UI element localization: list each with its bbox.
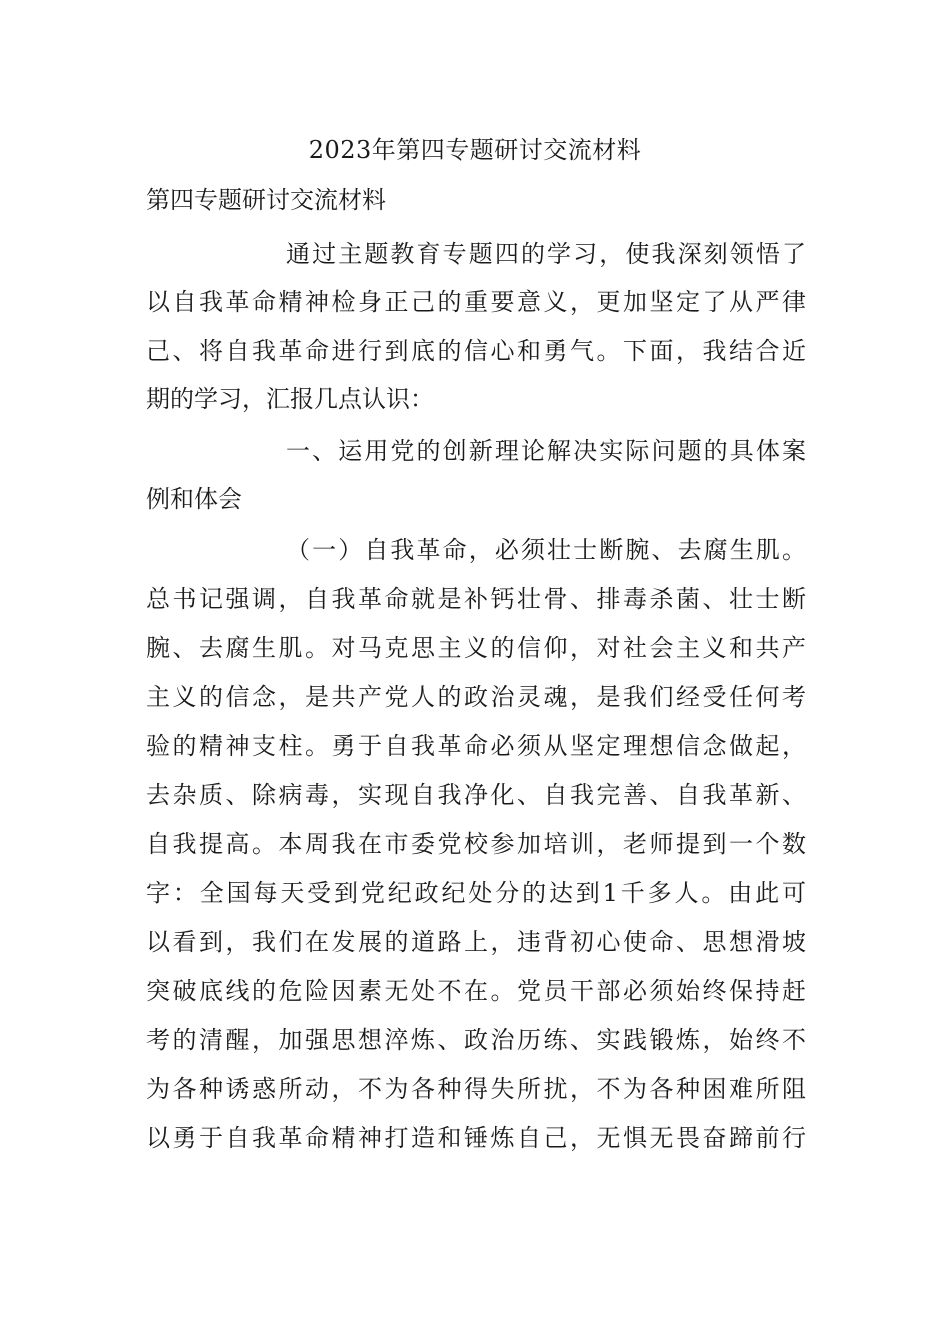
paragraph-line: 自我提高。本周我在市委党校参加培训，老师提到一个数	[146, 830, 806, 858]
paragraph-line: 以勇于自我革命精神打造和锤炼自己，无惧无畏奋蹄前行	[146, 1124, 806, 1152]
paragraph-line: 以看到，我们在发展的道路上，违背初心使命、思想滑坡	[146, 928, 806, 956]
document-subtitle: 第四专题研讨交流材料	[146, 186, 386, 214]
subsection-heading-line: （一）自我革命，必须壮士断腕、去腐生肌。	[286, 536, 806, 564]
document-title: 2023年第四专题研讨交流材料	[308, 136, 642, 164]
paragraph-line: 为各种诱惑所动，不为各种得失所扰，不为各种困难所阻	[146, 1075, 806, 1103]
paragraph-line: 通过主题教育专题四的学习，使我深刻领悟了	[286, 240, 806, 268]
paragraph-line: 去杂质、除病毒，实现自我净化、自我完善、自我革新、	[146, 781, 806, 809]
paragraph-line: 考的清醒，加强思想淬炼、政治历练、实践锻炼，始终不	[146, 1026, 806, 1054]
paragraph-line: 主义的信念，是共产党人的政治灵魂，是我们经受任何考	[146, 683, 806, 711]
paragraph-line: 验的精神支柱。勇于自我革命必须从坚定理想信念做起，	[146, 732, 806, 760]
paragraph-line: 字：全国每天受到党纪政纪处分的达到1千多人。由此可	[146, 879, 806, 907]
section-heading-line: 例和体会	[146, 485, 242, 513]
paragraph-line: 以自我革命精神检身正己的重要意义，更加坚定了从严律	[146, 288, 806, 316]
paragraph-line: 期的学习，汇报几点认识：	[146, 385, 434, 413]
section-heading-line: 一、运用党的创新理论解决实际问题的具体案	[286, 437, 806, 465]
paragraph-line: 总书记强调，自我革命就是补钙壮骨、排毒杀菌、壮士断	[146, 585, 806, 613]
paragraph-line: 己、将自我革命进行到底的信心和勇气。下面，我结合近	[146, 337, 806, 365]
paragraph-line: 腕、去腐生肌。对马克思主义的信仰，对社会主义和共产	[146, 634, 806, 662]
paragraph-line: 突破底线的危险因素无处不在。党员干部必须始终保持赶	[146, 977, 806, 1005]
